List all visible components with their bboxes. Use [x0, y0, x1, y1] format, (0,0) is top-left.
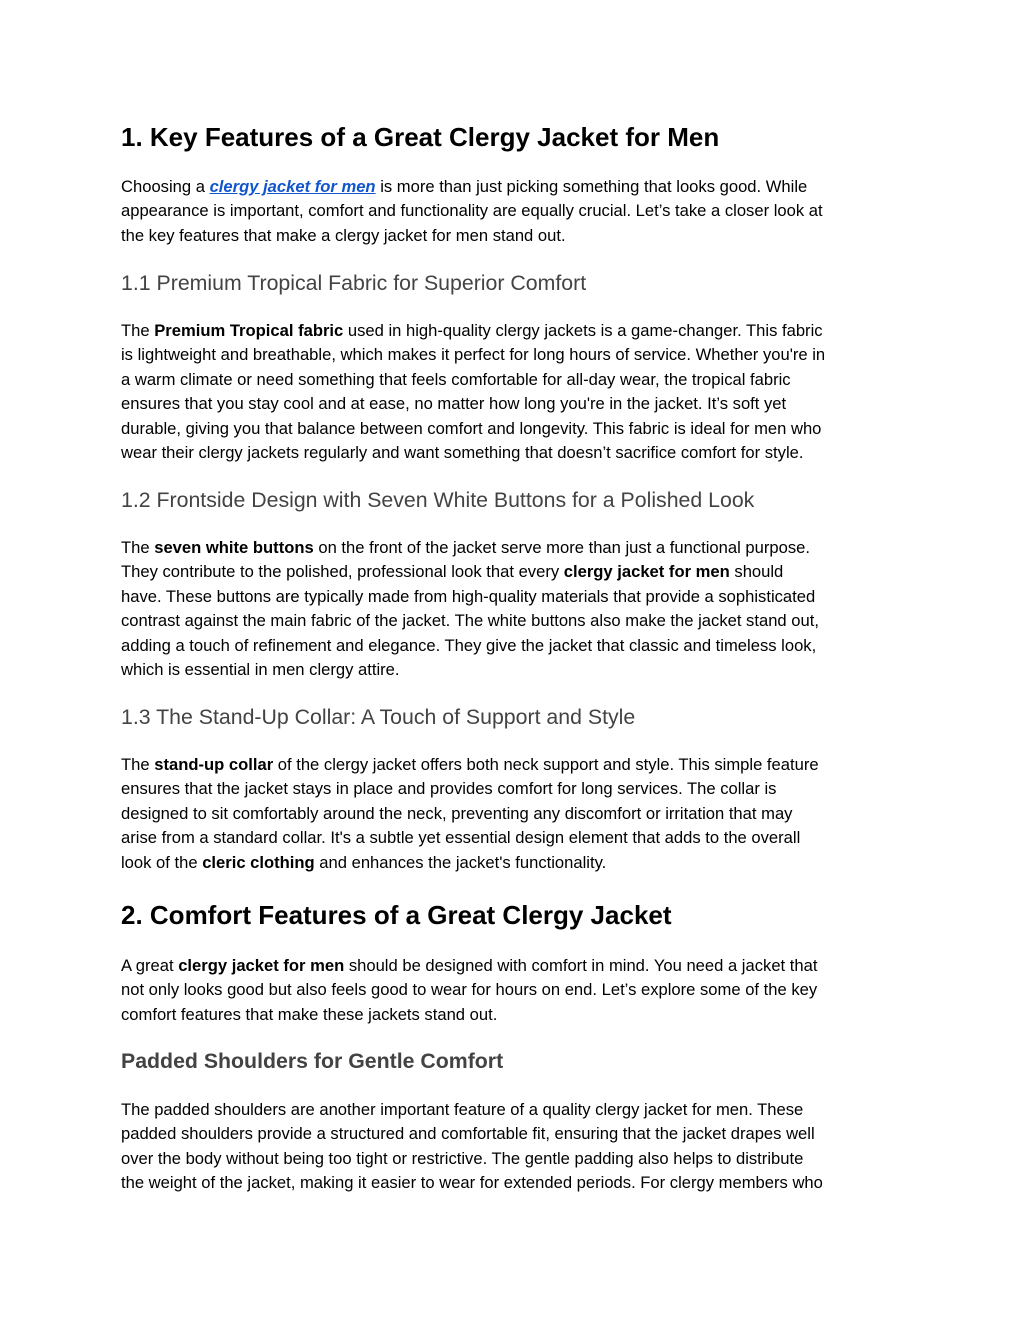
text-run: should be designed with comfort in mind. You need a jacket that — [344, 956, 818, 975]
paragraph-line: durable, giving you that balance between comfort and longevity. This fabric is ideal for men who — [121, 418, 822, 438]
text-run: is more than just picking something that looks good. While — [375, 177, 808, 196]
bold-text: stand-up collar — [154, 755, 274, 774]
paragraph-line — [121, 753, 911, 777]
bold-text: clergy jacket for men — [178, 956, 345, 975]
paragraph-line — [121, 319, 911, 343]
paragraph-line — [121, 536, 911, 560]
text-run: The — [121, 321, 155, 340]
paragraph-line: adding a touch of refinement and elegance. They give the jacket that classic and timeless look, — [121, 635, 817, 655]
subsection-1-1-heading: 1.1 Premium Tropical Fabric for Superior Comfort — [121, 271, 587, 295]
paragraph-line: ensures that the jacket stays in place and provides comfort for long services. The collar is — [121, 779, 777, 799]
section-2-heading: 2. Comfort Features of a Great Clergy Jacket — [121, 900, 672, 930]
text-run: They contribute to the polished, professional look that every — [121, 562, 564, 582]
paragraph-line — [121, 175, 911, 199]
paragraph-line — [121, 851, 911, 875]
bold-text: clergy jacket for men — [563, 562, 730, 582]
paragraph-line: is lightweight and breathable, which makes it perfect for long hours of service. Whether you're in — [121, 345, 826, 365]
section-1-intro-paragraph — [121, 175, 911, 248]
paragraph-line: not only looks good but also feels good to wear for hours on end. Let’s explore some of the key — [121, 980, 818, 1000]
text-run: of the clergy jacket offers both neck support and style. This simple feature — [273, 755, 819, 774]
bold-text: cleric clothing — [202, 852, 315, 872]
text-run: The — [121, 538, 155, 557]
paragraph-line: ensures that you stay cool and at ease, no matter how long you're in the jacket. It’s soft yet — [121, 394, 787, 414]
section-1-heading: 1. Key Features of a Great Clergy Jacket for Men — [121, 122, 720, 152]
subsection-1-3-heading: 1.3 The Stand-Up Collar: A Touch of Support and Style — [121, 705, 636, 729]
paragraph-line — [121, 954, 911, 978]
subsection-1-1-paragraph — [121, 319, 911, 465]
paragraph-line: the key features that make a clergy jacket for men stand out. — [121, 225, 566, 245]
subsection-1-2-paragraph — [121, 536, 911, 682]
paragraph-line: The padded shoulders are another important feature of a quality clergy jacket for men. These — [121, 1100, 804, 1119]
text-run: The — [121, 755, 155, 774]
text-run: look of the — [121, 852, 203, 872]
paragraph-line: arise from a standard collar. It's a subtle yet essential design element that adds to the overall — [121, 828, 801, 848]
paragraph-line — [121, 560, 911, 584]
text-run: on the front of the jacket serve more than just a functional purpose. — [313, 538, 810, 557]
padded-shoulders-paragraph — [121, 1098, 911, 1196]
paragraph-line: which is essential in men clergy attire. — [121, 659, 400, 679]
subsection-1-2-heading: 1.2 Frontside Design with Seven White Buttons for a Polished Look — [121, 488, 755, 512]
text-run: and enhances the jacket's functionality. — [314, 852, 607, 872]
text-run: should — [729, 562, 784, 582]
padded-shoulders-heading: Padded Shoulders for Gentle Comfort — [121, 1049, 504, 1073]
paragraph-line: have. These buttons are typically made from high-quality materials that provide a sophisticated — [121, 586, 816, 606]
paragraph-line: wear their clergy jackets regularly and want something that doesn’t sacrifice comfort for style. — [121, 442, 804, 462]
text-run: A great — [121, 956, 179, 975]
paragraph-line: appearance is important, comfort and functionality are equally crucial. Let’s take a closer look at — [121, 201, 823, 221]
paragraph-line: padded shoulders provide a structured and comfortable fit, ensuring that the jacket drapes well — [121, 1124, 815, 1144]
paragraph-line: a warm climate or need something that feels comfortable for all-day wear, the tropical fabric — [121, 369, 791, 389]
bold-text: seven white buttons — [154, 538, 314, 557]
clergy-jacket-link[interactable]: clergy jacket for men — [209, 177, 376, 196]
paragraph-line: contrast against the main fabric of the jacket. The white buttons also make the jacket stand out, — [121, 611, 819, 631]
paragraph-line: comfort features that make these jackets stand out. — [121, 1004, 498, 1024]
paragraph-line: over the body without being too tight or restrictive. The gentle padding also helps to distribute — [121, 1148, 804, 1168]
text-run: used in high-quality clergy jackets is a game-changer. This fabric — [343, 321, 823, 340]
text-run: Choosing a — [121, 177, 210, 196]
bold-text: Premium Tropical fabric — [154, 321, 344, 340]
section-2-intro-paragraph — [121, 954, 911, 1027]
subsection-1-3-paragraph — [121, 753, 911, 875]
paragraph-line: designed to sit comfortably around the neck, preventing any discomfort or irritation that may — [121, 803, 793, 823]
paragraph-line: the weight of the jacket, making it easier to wear for extended periods. For clergy members who — [121, 1173, 823, 1193]
